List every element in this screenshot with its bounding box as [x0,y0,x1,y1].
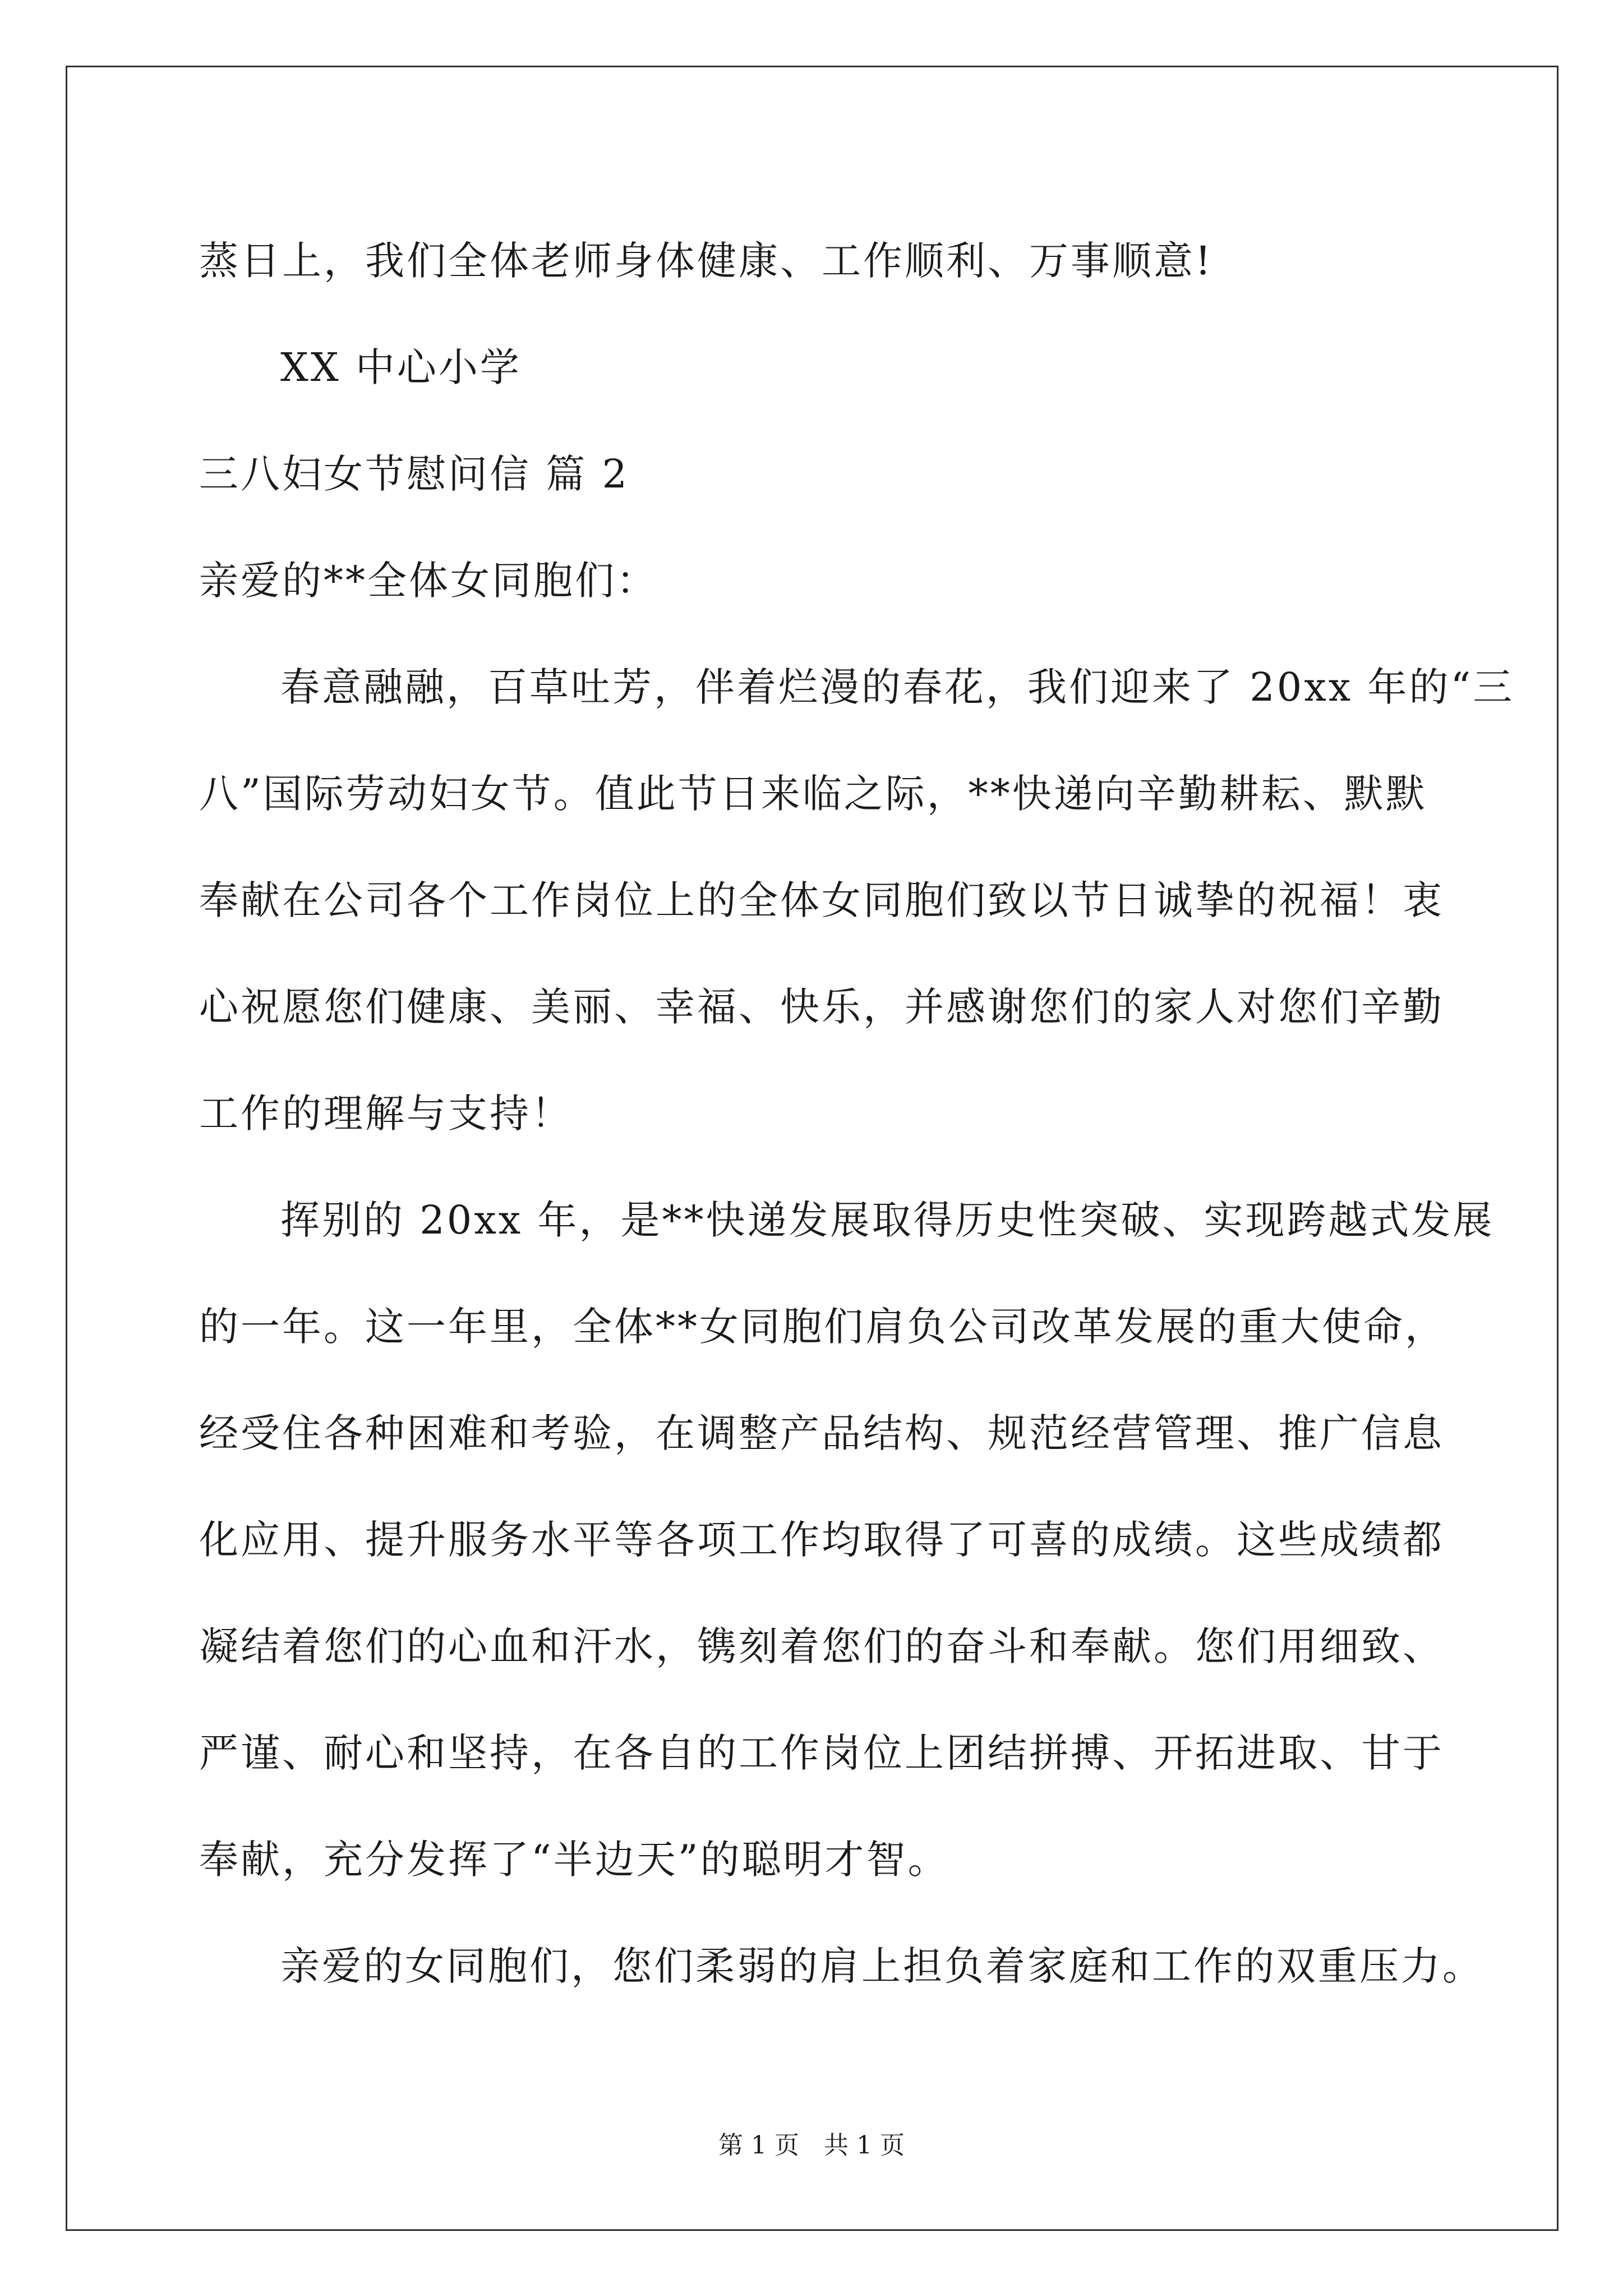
text-line: 的一年。这一年里，全体**女同胞们肩负公司改革发展的重大使命， [199,1304,1446,1350]
section-title: 三八妇女节慰问信 篇 2 [199,451,630,497]
text-line: 经受住各种困难和考验，在调整产品结构、规范经营管理、推广信息 [199,1410,1444,1456]
text-line: 工作的理解与支持！ [199,1091,573,1137]
signature-line: XX 中心小学 [280,344,522,390]
text-line: 挥别的 20xx 年，是**快递发展取得历史性突破、实现跨越式发展 [280,1197,1495,1243]
text-line: 凝结着您们的心血和汗水，镌刻着您们的奋斗和奉献。您们用细致、 [199,1623,1444,1669]
text-line: 亲爱的女同胞们，您们柔弱的肩上担负着家庭和工作的双重压力。 [280,1943,1484,1989]
text-line: 奉献在公司各个工作岗位上的全体女同胞们致以节日诚挚的祝福！衷 [199,877,1444,923]
text-line: 春意融融，百草吐芳，伴着烂漫的春花，我们迎来了 20xx 年的“三 [280,664,1515,710]
text-line: 八”国际劳动妇女节。值此节日来临之际，**快递向辛勤耕耘、默默 [199,771,1427,817]
text-line: 严谨、耐心和坚持，在各自的工作岗位上团结拼搏、开拓进取、甘于 [199,1730,1444,1776]
text-line: 奉献，充分发挥了“半边天”的聪明才智。 [199,1837,949,1883]
page-footer: 第 1 页 共 1 页 [718,2131,905,2160]
text-line: 蒸日上，我们全体老师身体健康、工作顺利、万事顺意! [199,238,1214,284]
text-line: 心祝愿您们健康、美丽、幸福、快乐，并感谢您们的家人对您们辛勤 [199,984,1444,1030]
document-body [199,208,1515,2019]
salutation: 亲爱的**全体女同胞们： [199,558,658,604]
text-line: 化应用、提升服务水平等各项工作均取得了可喜的成绩。这些成绩都 [199,1517,1444,1563]
